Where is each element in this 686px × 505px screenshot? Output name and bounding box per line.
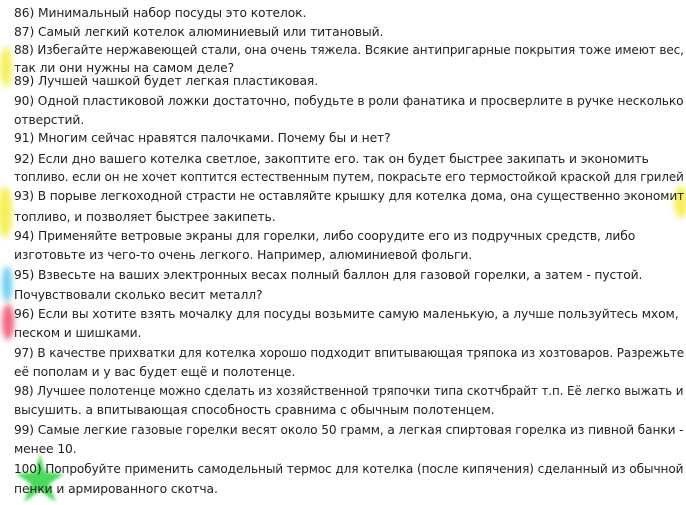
tip-90-line-1: 90) Одной пластиковой ложки достаточно, побудьте в роли фанатика и просверлите в ручке несколько — [14, 94, 684, 108]
tip-90-line-2: отверстий. — [14, 113, 85, 127]
tip-88-line-2: так ли они нужны на самом деле? — [14, 61, 234, 75]
tip-96-line-2: песком и шишками. — [14, 326, 142, 340]
tip-99-line-2: менее 10. — [14, 442, 77, 456]
tip-98-line-1: 98) Лучшее полотенце можно сделать из хозяйственной тряпочки типа скотчбрайт т.п. Её легко выжать и — [14, 384, 684, 398]
tip-94-line-2: изготовьте из чего-то очень легкого. Например, алюминиевой фольги. — [14, 248, 473, 262]
red-highlight-mark — [2, 304, 14, 340]
tip-92-line-1: 92) Если дно вашего котелка светлое, закоптите его. так он будет быстрее закипать и экономить — [14, 152, 649, 166]
blue-highlight-mark — [2, 266, 12, 302]
yellow-highlight-mark-2 — [0, 186, 12, 238]
tip-99-line-1: 99) Самые легкие газовые горелки весят около 50 грамм, а легкая спиртовая горелка из пивной банки - — [14, 423, 684, 437]
tip-93-line-1: 93) В порыве легкоходной страсти не оставляйте крышку для котелка дома, она существенно экономит — [14, 189, 685, 203]
tip-88-line-1: 88) Избегайте нержавеющей стали, она очень тяжела. Всякие антипригарные покрытия тоже имеют вес, — [14, 43, 684, 57]
tip-98-line-2: высушить. а впитывающая способность сравнима с обычным полотенцем. — [14, 403, 495, 417]
tip-94-line-1: 94) Применяйте ветровые экраны для горелки, либо соорудите его из подручных средств, либо — [14, 229, 636, 243]
tip-95-line-1: 95) Взвесьте на ваших электронных весах полный баллон для газовой горелки, а затем - пустой. — [14, 268, 643, 282]
tip-86-line-1: 86) Минимальный набор посуды это котелок. — [14, 6, 307, 20]
tip-97-line-2: её пополам и у вас будет ещё и полотенце. — [14, 365, 296, 379]
tip-100-line-2: пенки и армированного скотча. — [14, 482, 218, 496]
tip-87-line-1: 87) Самый легкий котелок алюминиевый или титановый. — [14, 25, 384, 39]
tip-96-line-1: 96) Если вы хотите взять мочалку для посуды возьмите самую маленькую, а лучше пользуйтесь мхом, — [14, 307, 679, 321]
tip-97-line-1: 97) В качестве прихватки для котелка хорошо подходит впитывающая тряпока из хозтоваров. Разрежьте — [14, 346, 685, 360]
tip-93-line-2: топливо, и позволяет быстрее закипеть. — [14, 210, 276, 224]
yellow-highlight-mark-1 — [0, 47, 12, 87]
tip-92-line-2: топливо. если он не хочет коптится естественным путем, покрасьте его термостойкой краской для грилей — [14, 170, 684, 184]
tip-100-line-1: 100) Попробуйте применить самодельный термос для котелка (после кипячения) сделанный из обычной — [14, 462, 684, 476]
tip-95-line-2: Почувствовали сколько весит металл? — [14, 288, 263, 302]
tip-91-line-1: 91) Многим сейчас нравятся палочками. Почему бы и нет? — [14, 131, 391, 145]
tip-89-line-1: 89) Лучшей чашкой будет легкая пластиковая. — [14, 74, 319, 88]
